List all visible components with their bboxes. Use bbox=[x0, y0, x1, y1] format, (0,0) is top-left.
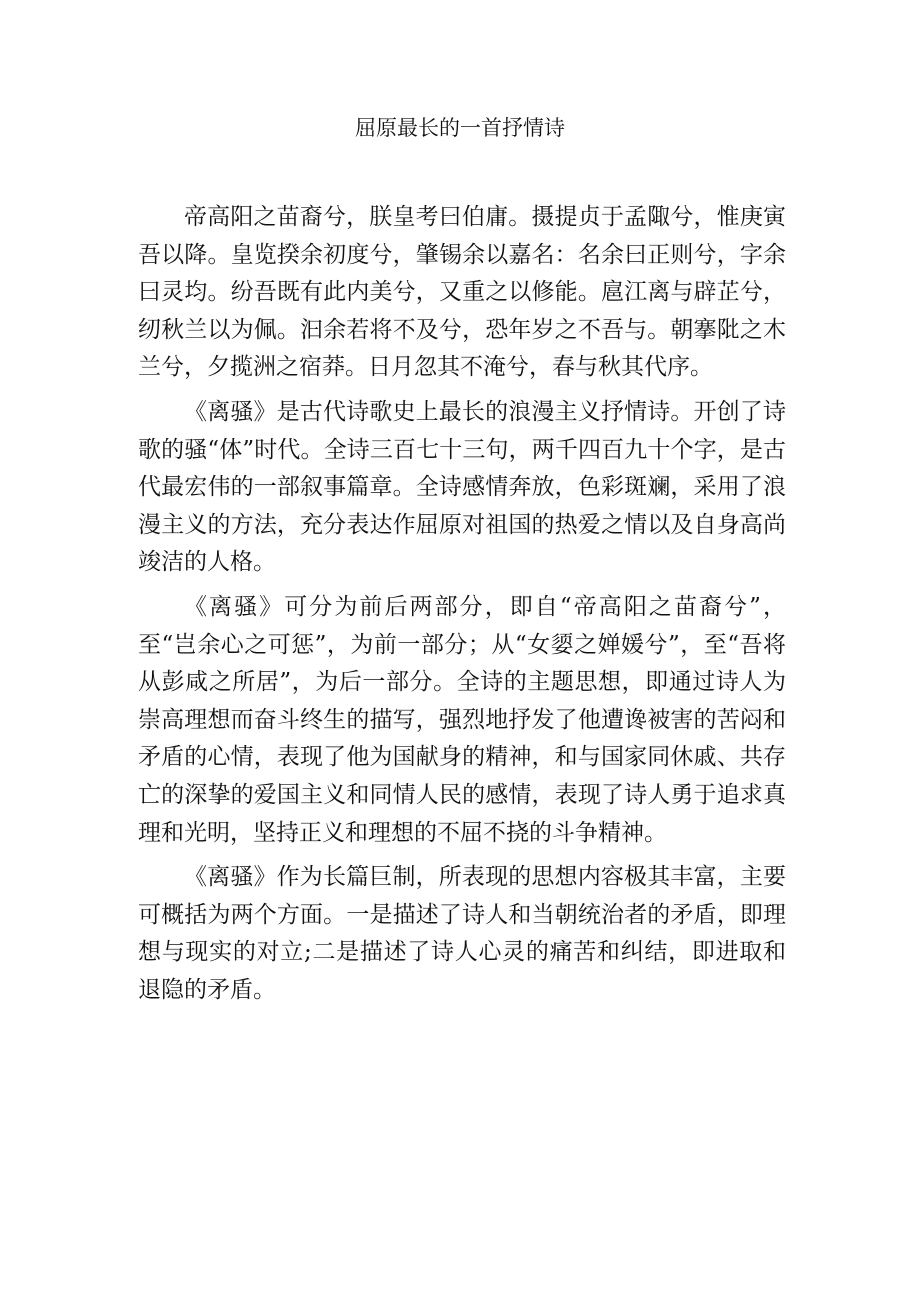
document-body bbox=[138, 199, 786, 1009]
paragraph-3: 《离骚》可分为前后两部分，即自“帝高阳之苗裔兮”，至“岂余心之可惩”，为前一部分；从“女媭之婵媛兮”，至“吾将从彭咸之所居”，为后一部分。全诗的主题思想，即通过诗人为崇高理想而奋斗终生的描写，强烈地抒发了他遭谗被害的苦闷和矛盾的心情，表现了他为国献身的精神，和与国家同休戚、共存亡的深挚的爱国主义和同情人民的感情，表现了诗人勇于追求真理和光明，坚持正义和理想的不屈不挠的斗争精神。 bbox=[138, 593, 786, 846]
paragraph-4: 《离骚》作为长篇巨制，所表现的思想内容极其丰富，主要可概括为两个方面。一是描述了诗人和当朝统治者的矛盾，即理想与现实的对立;二是描述了诗人心灵的痛苦和纠结，即进取和退隐的矛盾。 bbox=[138, 864, 786, 1003]
paragraph-2: 《离骚》是古代诗歌史上最长的浪漫主义抒情诗。开创了诗歌的骚“体”时代。全诗三百七十三句，两千四百九十个字，是古代最宏伟的一部叙事篇章。全诗感情奔放，色彩斑斓，采用了浪漫主义的方法，充分表达作屈原对祖国的热爱之情以及自身高尚竣洁的人格。 bbox=[138, 398, 786, 576]
document-title: 屈原最长的一首抒情诗 bbox=[355, 116, 565, 140]
paragraph-1: 帝高阳之苗裔兮，朕皇考曰伯庸。摄提贞于孟陬兮，惟庚寅吾以降。皇览揆余初度兮，肇锡余以嘉名：名余曰正则兮，字余曰灵均。纷吾既有此内美兮，又重之以修能。扈江离与辟芷兮，纫秋兰以为佩。汩余若将不及兮，恐年岁之不吾与。朝搴阰之木兰兮，夕揽洲之宿莽。日月忽其不淹兮，春与秋其代序。 bbox=[138, 204, 786, 381]
